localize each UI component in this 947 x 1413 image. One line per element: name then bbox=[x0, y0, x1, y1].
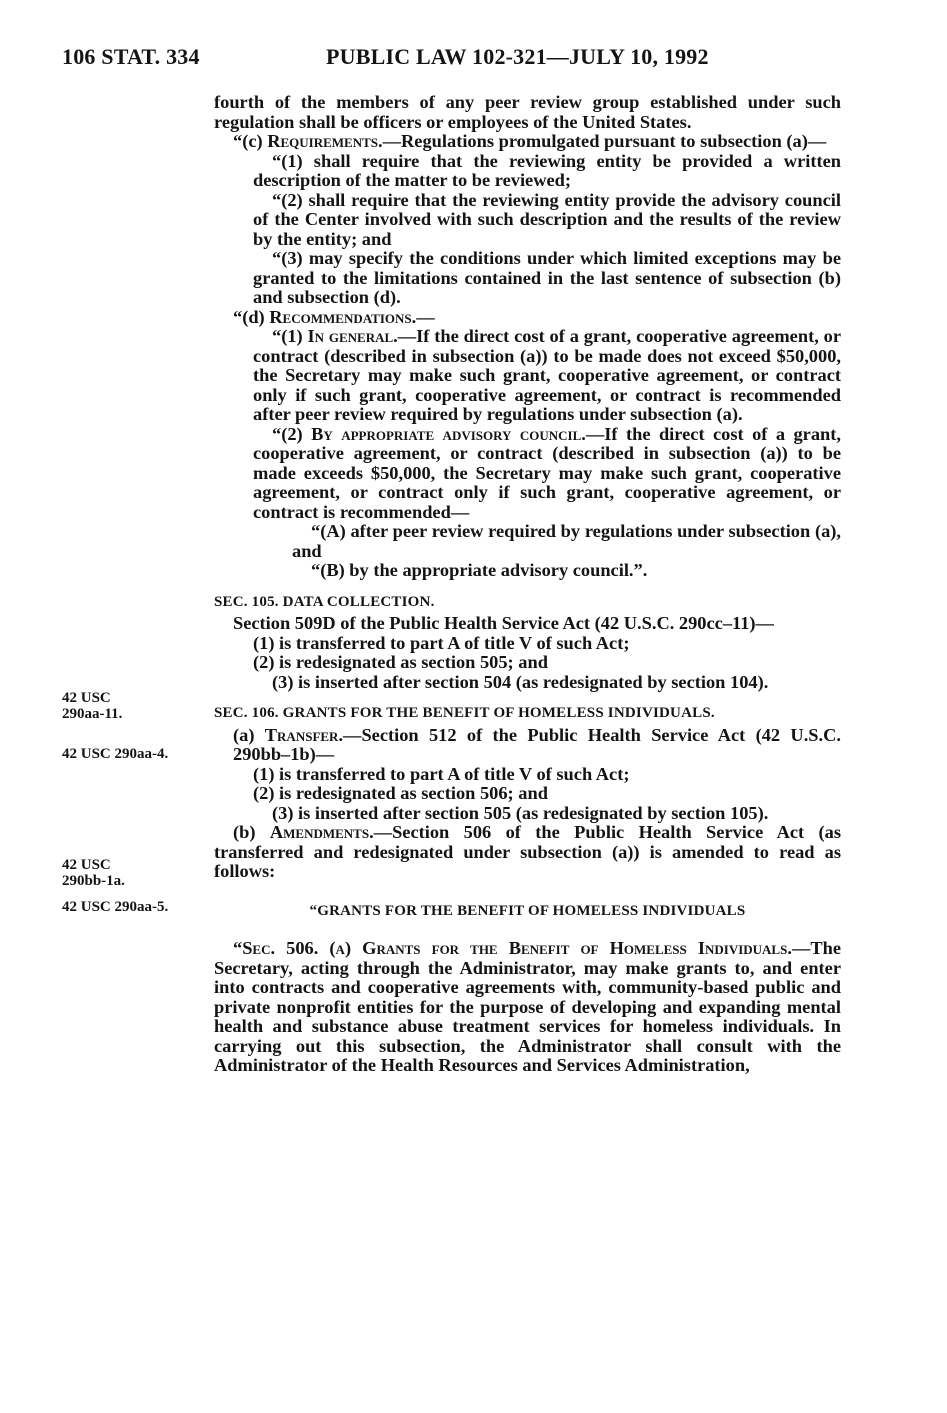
subsection-d-2-A: “(A) after peer review required by regulations under subsection (a), and bbox=[292, 521, 841, 561]
section-506-center-heading: “GRANTS FOR THE BENEFIT OF HOMELESS INDIVIDUALS bbox=[309, 902, 746, 919]
section-106-subsection-b: (b) Amendments.—Section 506 of the Public Health Service Act (as transferred and redesignated under subsection (a)) is amended to read as follows: bbox=[214, 822, 841, 881]
subsection-d-2-B: “(B) by the appropriate advisory council.”. bbox=[311, 560, 648, 580]
statute-page-number: 106 STAT. 334 bbox=[62, 44, 200, 69]
subsection-d-2: “(2) By appropriate advisory council.—If the direct cost of a grant, cooperative agreement, or contract (described in subsection (a)) to be made exceeds $50,000, the Secretary may make such grant, cooperative agreement, or contract only if such grant, cooperative agreement, or contract is recommended— bbox=[253, 423, 841, 522]
section-106-heading: SEC. 106. GRANTS FOR THE BENEFIT OF HOMELESS INDIVIDUALS. bbox=[214, 705, 715, 721]
section-106-item-2: (2) is redesignated as section 506; and bbox=[253, 783, 548, 803]
page-header bbox=[62, 44, 852, 84]
section-106-item-3: (3) is inserted after section 505 (as redesignated by section 105). bbox=[272, 802, 769, 823]
margin-citation-290aa-5: 42 USC 290aa-5. bbox=[62, 899, 169, 915]
section-105-item-3: (3) is inserted after section 504 (as redesignated by section 104). bbox=[272, 671, 769, 692]
margin-citation-290bb-1a: 42 USC 290bb-1a. bbox=[62, 857, 125, 889]
paragraph-continuation: fourth of the members of any peer review group established under such regulation shall be officers or employees of the United States. bbox=[214, 92, 841, 132]
section-105-item-1: (1) is transferred to part A of title V of such Act; bbox=[253, 632, 630, 653]
subsection-c: “(c) Requirements.—Regulations promulgated pursuant to subsection (a)— bbox=[233, 131, 827, 151]
subsection-c-2: “(2) shall require that the reviewing entity provide the advisory council of the Center involved with such description and the results of the review by the entity; and bbox=[253, 189, 841, 249]
section-105-heading: SEC. 105. DATA COLLECTION. bbox=[214, 593, 435, 610]
subsection-d-1: “(1) In general.—If the direct cost of a grant, cooperative agreement, or contract (described in subsection (a)) to be made does not exceed $50,000, the Secretary may make such grant, cooperative agreement, or contract only if such grant, cooperative agreement, or contract is recommended after peer review required by regulations under subsection (a). bbox=[253, 326, 841, 424]
margin-citation-290aa-11: 42 USC 290aa-11. bbox=[62, 690, 123, 722]
statute-text bbox=[214, 93, 841, 1076]
section-105-intro: Section 509D of the Public Health Service Act (42 U.S.C. 290cc–11)— bbox=[233, 613, 774, 633]
section-105-item-2: (2) is redesignated as section 505; and bbox=[253, 652, 548, 672]
section-506-subsection-a: “Sec. 506. (a) Grants for the Benefit of Homeless Individuals.—The Secretary, acting through the Administrator, may make grants to, and enter into contracts and cooperative agreements with, community-based public and private nonprofit entities for the purpose of developing and expanding mental health and substance abuse treatment services for homeless individuals. In carrying out this subsection, the Administrator shall consult with the Administrator of the Health Resources and Services Administration, bbox=[214, 938, 841, 1075]
subsection-c-3: “(3) may specify the conditions under which limited exceptions may be granted to the limitations contained in the last sentence of subsection (b) and subsection (d). bbox=[253, 248, 841, 307]
subsection-d: “(d) Recommendations.— bbox=[233, 306, 435, 327]
margin-citation-290aa-4: 42 USC 290aa-4. bbox=[62, 746, 169, 762]
subsection-c-1: “(1) shall require that the reviewing entity be provided a written description of the matter to be reviewed; bbox=[253, 150, 841, 190]
section-106-subsection-a: (a) Transfer.—Section 512 of the Public Health Service Act (42 U.S.C. 290bb–1b)— bbox=[233, 724, 842, 764]
section-106-item-1: (1) is transferred to part A of title V of such Act; bbox=[253, 763, 630, 784]
running-title: PUBLIC LAW 102-321—JULY 10, 1992 bbox=[326, 44, 709, 69]
